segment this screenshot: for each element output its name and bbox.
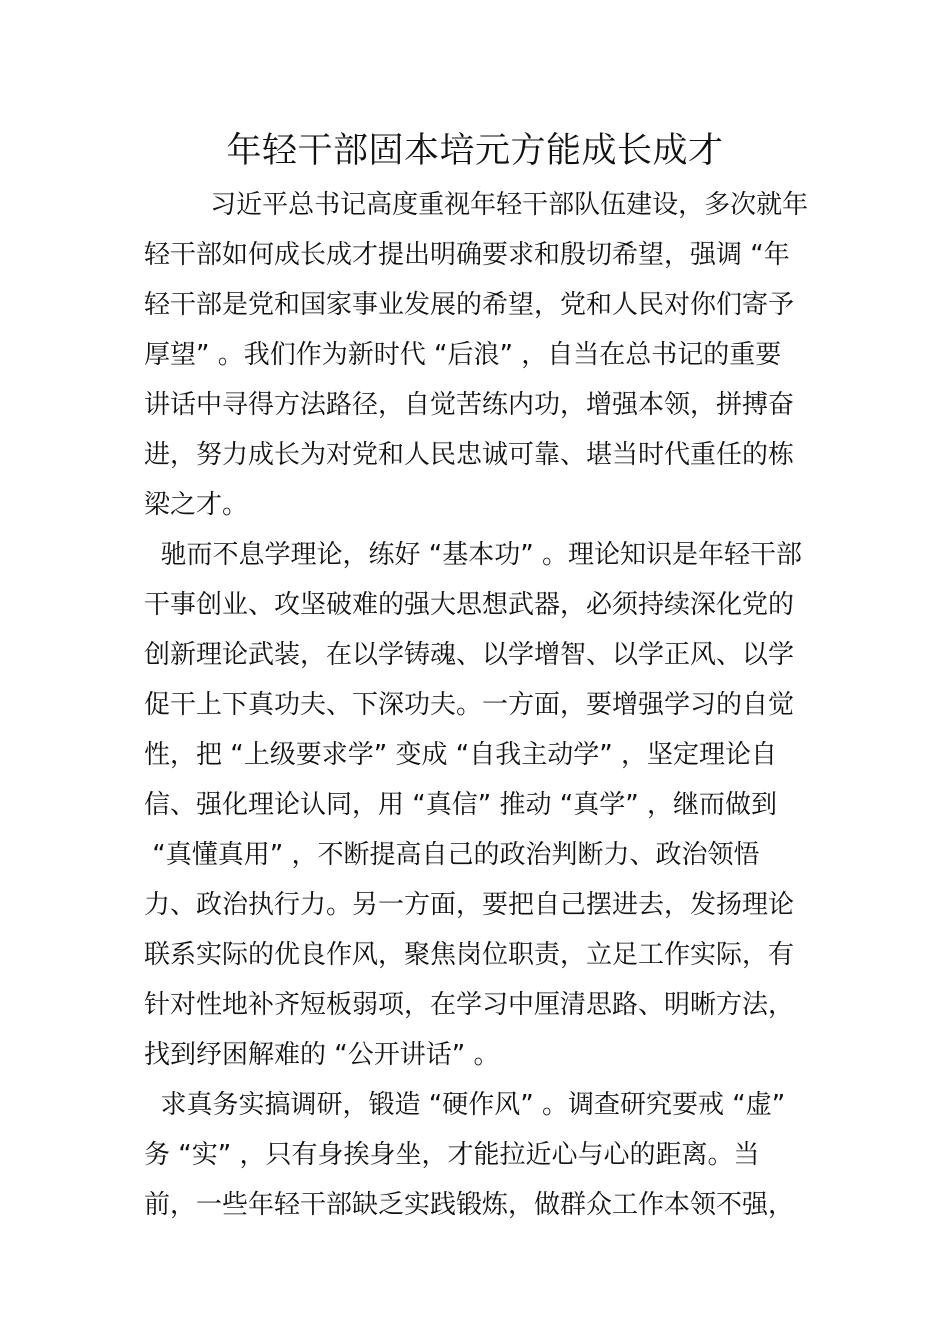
text-line: 创新理论武装，在以学铸魂、以学增智、以学正风、以学 xyxy=(144,640,795,670)
text-line: 针对性地补齐短板弱项，在学习中厘清思路、明晰方法， xyxy=(144,990,795,1020)
text-line: 联系实际的优良作风，聚焦岗位职责，立足工作实际，有 xyxy=(144,940,795,970)
text-line: 进，努力成长为对党和人民忠诚可靠、堪当时代重任的栋 xyxy=(144,440,795,470)
document-title: 年轻干部固本培元方能成长成才 xyxy=(226,131,724,171)
document-body xyxy=(144,180,808,1230)
text-line: 梁之才。 xyxy=(144,490,249,520)
text-line: 前，一些年轻干部缺乏实践锻炼，做群众工作本领不强， xyxy=(144,1190,795,1220)
text-line: 轻干部如何成长成才提出明确要求和殷切希望，强调 “年 xyxy=(144,240,790,270)
text-line: 习近平总书记高度重视年轻干部队伍建设，多次就年 xyxy=(144,190,809,220)
text-line: 性，把 “上级要求学” 变成 “自我主动学” ，坚定理论自 xyxy=(144,740,777,770)
paragraph-1 xyxy=(144,180,808,530)
paragraph-2 xyxy=(144,530,808,1080)
paragraph-3 xyxy=(144,1080,808,1230)
text-line: 促干上下真功夫、下深功夫。一方面，要增强学习的自觉 xyxy=(144,690,795,720)
text-line: 找到纾困解难的 “公开讲话” 。 xyxy=(144,1040,500,1070)
text-line: 轻干部是党和国家事业发展的希望，党和人民对你们寄予 xyxy=(144,290,795,320)
text-line: 讲话中寻得方法路径，自觉苦练内功，增强本领，拼搏奋 xyxy=(144,390,795,420)
text-line: 力、政治执行力。另一方面，要把自己摆进去，发扬理论 xyxy=(144,890,795,920)
text-line: 求真务实搞调研，锻造 “硬作风” 。调查研究要戒 “虚” xyxy=(144,1090,786,1120)
text-line: 务 “实” ，只有身挨身坐，才能拉近心与心的距离。当 xyxy=(144,1140,760,1170)
text-line: “真懂真用” ，不断提高自己的政治判断力、政治领悟 xyxy=(144,840,760,870)
text-line: 厚望” 。我们作为新时代 “后浪” ，自当在总书记的重要 xyxy=(144,340,782,370)
text-line: 信、强化理论认同，用 “真信” 推动 “真学” ，继而做到 xyxy=(144,790,777,820)
text-line: 干事创业、攻坚破难的强大思想武器，必须持续深化党的 xyxy=(144,590,795,620)
text-line: 驰而不息学理论，练好 “基本功” 。理论知识是年轻干部 xyxy=(144,540,802,570)
